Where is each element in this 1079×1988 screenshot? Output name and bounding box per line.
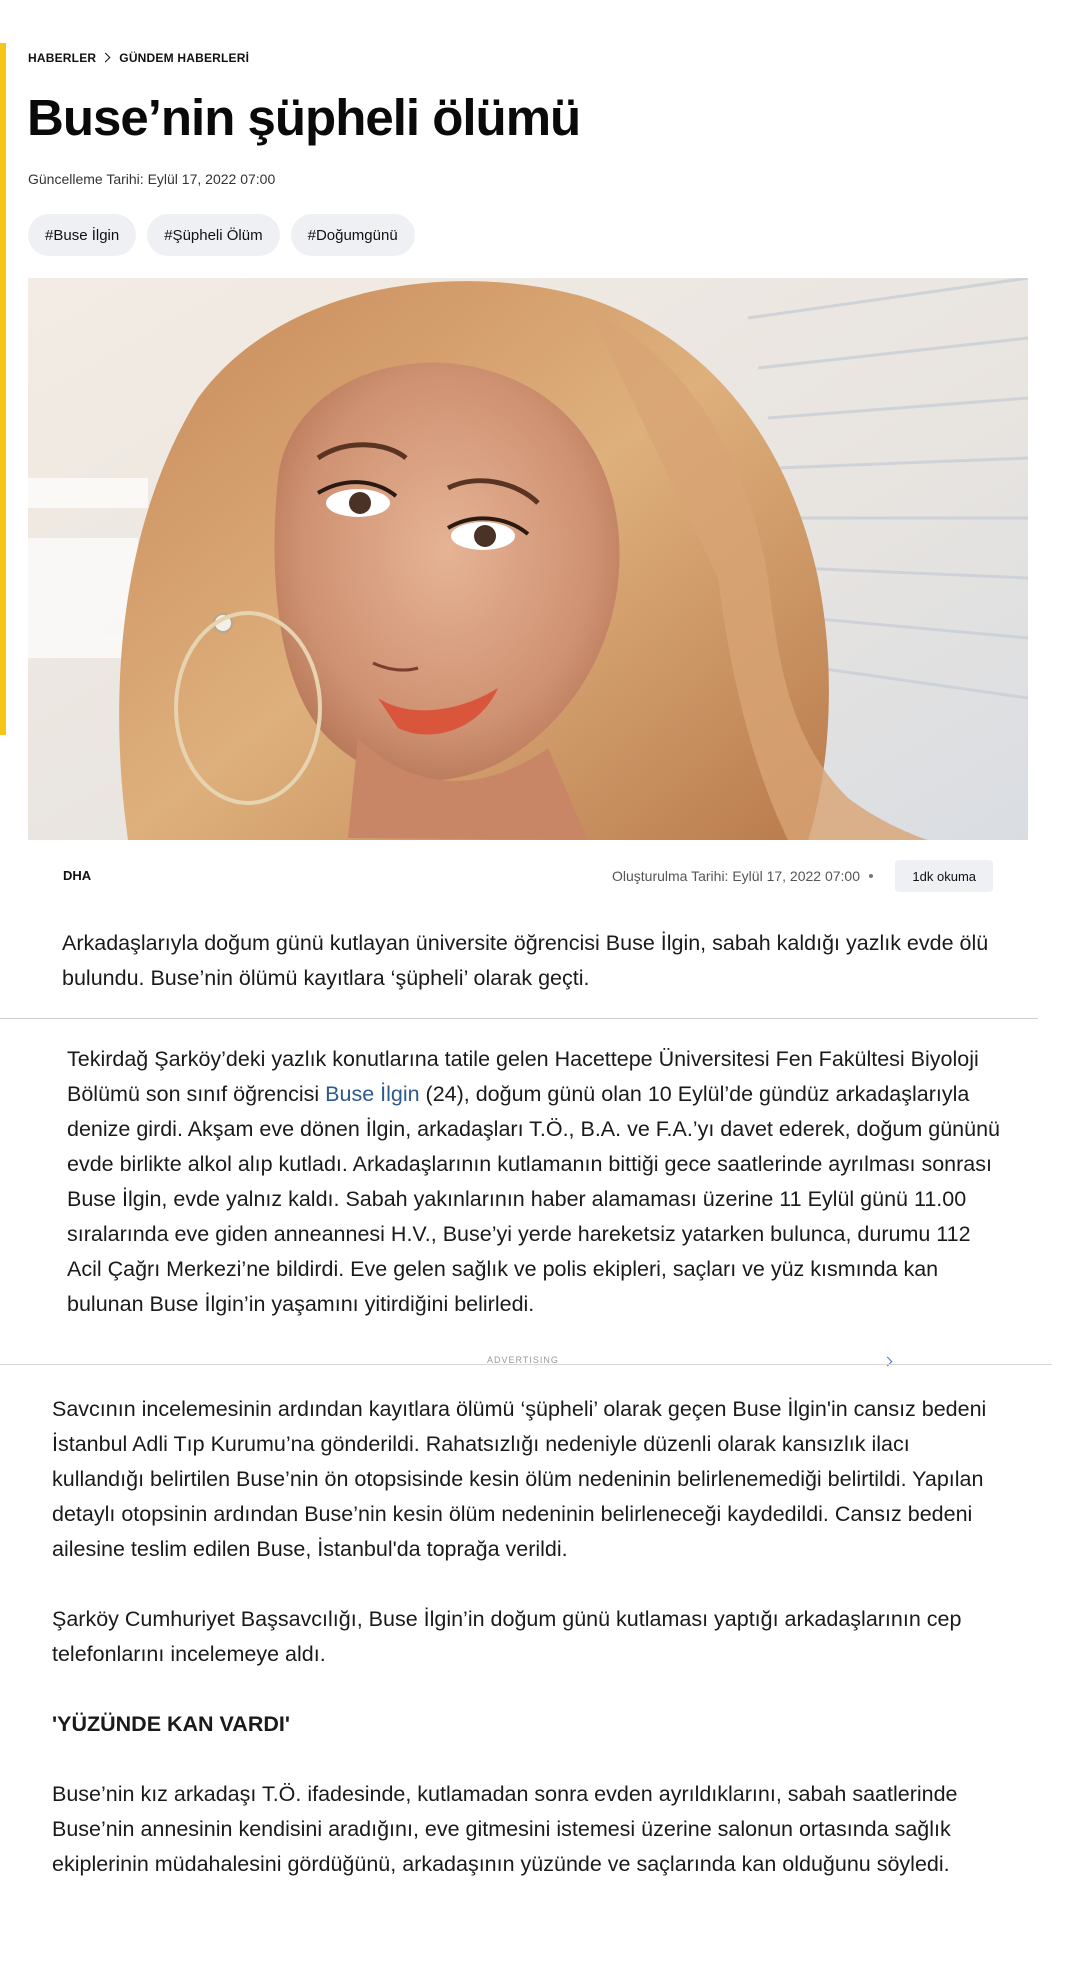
accent-bar <box>0 43 6 735</box>
read-time-badge: 1dk okuma <box>895 860 993 892</box>
article-meta <box>28 858 1028 892</box>
ad-divider <box>0 1364 1052 1365</box>
tag-dogumgunu[interactable]: #Doğumgünü <box>291 214 415 256</box>
article-body <box>52 1392 1002 1917</box>
tag-buse-ilgin[interactable]: #Buse İlgin <box>28 214 136 256</box>
breadcrumb-gundem-haberleri[interactable]: GÜNDEM HABERLERİ <box>119 51 250 65</box>
article-lead: Arkadaşlarıyla doğum günü kutlayan üniversite öğrencisi Buse İlgin, sabah kaldığı yazlık evde ölü bulundu. Buse’nin ölümü kayıtlara ‘şüpheli’ olarak geçti. <box>62 931 989 990</box>
divider <box>0 1018 1038 1019</box>
page-title: Buse’nin şüpheli ölümü <box>27 89 581 146</box>
article-paragraph-3: Şarköy Cumhuriyet Başsavcılığı, Buse İlgin’in doğum günü kutlaması yaptığı arkadaşlarının cep telefonlarını incelemeye aldı. <box>52 1607 962 1666</box>
article-paragraph-1 <box>67 1042 1007 1322</box>
buse-ilgin-link[interactable]: Buse İlgin <box>325 1082 420 1106</box>
breadcrumb-haberler[interactable]: HABERLER <box>28 51 97 65</box>
tag-supheli-olum[interactable]: #Şüpheli Ölüm <box>147 214 279 256</box>
news-source: DHA <box>63 868 92 883</box>
chevron-right-icon <box>101 53 111 63</box>
article-subheading: 'YÜZÜNDE KAN VARDI' <box>52 1712 290 1736</box>
paragraph-text: (24), doğum günü olan 10 Eylül’de gündüz arkadaşlarıyla denize girdi. Akşam eve dönen İlgin, arkadaşları T.Ö., B.A. ve F.A.’yı davet ederek, doğum gününü evde birlikte alkol alıp kutladı. Arkadaşlarının kutlamanın bittiği gece saatlerinde ayrılması sonrası Buse İlgin, evde yalnız kaldı. Sabah yakınlarının haber alamaması üzerine 11 Eylül günü 11.00 sıralarında eve giden anneannesi H.V., Buse’yi yerde hareketsiz yatarken bulunca, durumu 112 Acil Çağrı Merkezi’ne bildirdi. Eve gelen sağlık ve polis ekipleri, saçları ve yüz kısmında kan bulunan Buse İlgin’in yaşamını yitirdiğini belirledi. <box>67 1082 1000 1316</box>
separator-dot <box>869 874 873 878</box>
article-paragraph-2: Savcının incelemesinin ardından kayıtlara ölümü ‘şüpheli’ olarak geçen Buse İlgin'in cansız bedeni İstanbul Adli Tıp Kurumu’na gönderildi. Rahatsızlığı nedeniyle düzenli olarak kansızlık ilacı kullandığı belirtilen Buse’nin ön otopsisinde kesin ölüm nedeninin belirlenemediği belirtildi. Yapılan detaylı otopsinin ardından Buse’nin kesin ölüm nedeninin belirleneceği kaydedildi. Cansız bedeni ailesine teslim edilen Buse, İstanbul'da toprağa verildi. <box>52 1397 987 1561</box>
creation-date: Oluşturulma Tarihi: Eylül 17, 2022 07:00 <box>612 868 860 884</box>
portrait-photo <box>28 278 1028 840</box>
tag-list <box>28 214 415 256</box>
advertising-label: ADVERTISING <box>487 1355 559 1364</box>
article-paragraph-4: Buse’nin kız arkadaşı T.Ö. ifadesinde, kutlamadan sonra evden ayrıldıklarını, sabah saatlerinde Buse’nin annesinin kendisini aradığını, eve gitmesini istemesi üzerine salonun ortasında sağlık ekiplerinin müdahalesini gördüğünü, arkadaşının yüzünde ve saçlarında kan olduğunu söyledi. <box>52 1782 958 1876</box>
hero-image <box>28 278 1028 840</box>
breadcrumb <box>28 51 249 65</box>
paragraph-text: Tekirdağ Şarköy’deki yazlık konutlarına tatile gelen Hacettepe Üniversitesi Fen Fakültesi Biyoloji Bölümü son sınıf öğrencisi <box>67 1047 979 1106</box>
update-date: Güncelleme Tarihi: Eylül 17, 2022 07:00 <box>28 171 276 187</box>
